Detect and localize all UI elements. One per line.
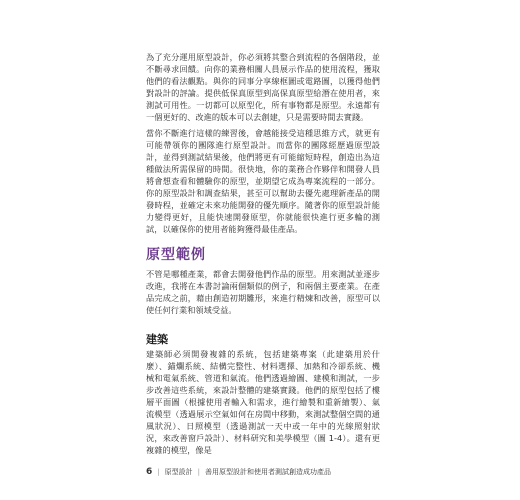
chapter-name: 原型設計 [164,468,193,476]
body-paragraph-3: 不管是哪種產業，都會去開發他們作品的原型。用來測試並逐步改進，我將在本書討論兩個類似的例子，和兩個主要產業。在產品完成之前，藉由創造初期雛形，來進行精煉和改善，原型可以使任何行業和領域受益。 [146,269,380,315]
book-title: 善用原型設計和使用者測試創造成功產品 [204,468,331,476]
footer-separator-2: | [197,468,200,476]
page-footer [146,467,331,477]
body-paragraph-2: 當你不斷進行這樣的練習後，會越能接受這種思維方式，就更有可能帶領你的團隊進行原型設計。而當你的團隊經歷過原型設計，並得到測試結果後，他們將更有可能縮短時程，創造出為這種做法所需保留的時間。很快地，你的業務合作夥伴和開發人員將會想查看和體驗你的原型，並期望它成為專案流程的一部分。你的原型設計和調查結果，甚至可以幫助去優先處理新產品的開發時程，並確定未來功能開發的優先順序。隨著你的原型設計能力變得更好，且能快速開發原型，你就能很快進行更多輪的測試，以確保你的使用者能夠獲得最佳產品。 [146,128,380,234]
subsection-heading: 建築 [146,333,168,346]
body-paragraph-1: 為了充分運用原型設計，你必須將其整合到流程的各個階段，並不斷尋求回饋。向你的業務相關人員展示作品的使用流程，獲取他們的看法觀點。與你的同事分享線框圖或電路圖，以獲得他們對設計的評論。提供低保真原型到高保真原型給潛在使用者，來測試可用性。一切都可以原型化，所有事物都是原型。永遠都有一個更好的、改進的版本可以去創建，只是需要時間去實踐。 [146,52,380,122]
page-number: 6 [146,467,153,477]
footer-separator: | [157,468,160,476]
section-heading: 原型範例 [146,247,206,263]
body-paragraph-4: 建築師必須開發複雜的系統，包括建築專案（此建築用於什麼）、錨爛系統、結構完整性、材料選擇、加熱和冷卻系統、機械和電氣系統、管道和氣流。他們透過繪圖、建模和測試，一步步改善這些系統，來設計整體的建築實踐。他們的原型包括了樓層平面圖（根據使用者輸入和需求，進行繪製和重新繪製）、氣流模型（透過展示空氣如何在房間中移動，來測試整個空間的通風狀況）、日照模型（透過測試一天中或一年中的光線照射狀況，來改善窗戶設計）、材料研究和美學模型（圖 1-4）。還有更複雜的模型，像是 [146,349,380,455]
